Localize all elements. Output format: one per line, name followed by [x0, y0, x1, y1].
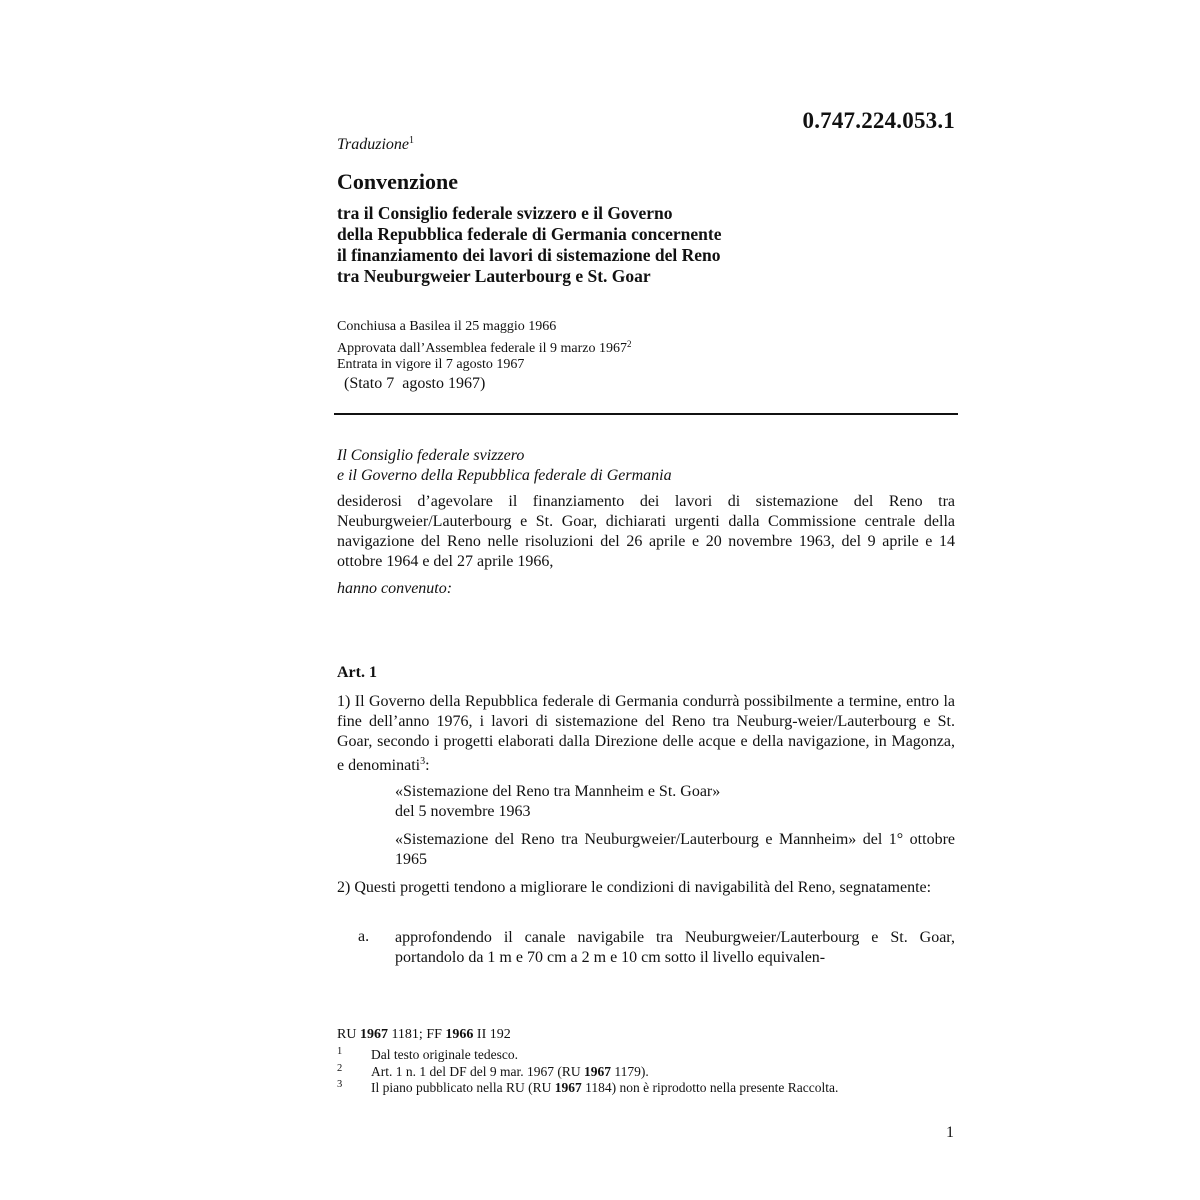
- footnote: [337, 1080, 838, 1097]
- publication-reference: RU 1967 1181; FF 1966 II 192: [337, 1027, 511, 1042]
- header-divider: [334, 413, 958, 415]
- in-force-date: Entrata in vigore il 7 agosto 1967: [337, 357, 525, 372]
- party-line: e il Governo della Repubblica federale di Germania: [337, 467, 672, 484]
- article-paragraph-2: 2) Questi progetti tendono a migliorare le condizioni di navigabilità del Reno, segnatamente:: [337, 879, 932, 896]
- subtitle-line: della Repubblica federale di Germania concernente: [337, 224, 722, 244]
- list-item-text: approfondendo il canale navigabile tra Neuburgweier/Lauterbourg e St. Goar, portandolo da 1 m e 70 cm a 2 m e 10 cm sotto il livello equivalen-: [395, 929, 955, 966]
- footnote-text: Dal testo originale tedesco.: [371, 1047, 518, 1062]
- party-line: Il Consiglio federale svizzero: [337, 447, 525, 464]
- convened-line: hanno convenuto:: [337, 580, 453, 597]
- footnote-ref-3[interactable]: 3: [420, 756, 426, 767]
- subtitle-line: tra Neuburgweier Lauterbourg e St. Goar: [337, 266, 651, 286]
- translation-label: [337, 135, 414, 154]
- footnote: [337, 1064, 838, 1081]
- project-quote-2: «Sistemazione del Reno tra Neuburgweier/Lauterbourg e Mannheim» del 1° ottobre 1965: [395, 831, 955, 868]
- page-number: 1: [946, 1124, 954, 1141]
- article-paragraph-1: 1) Il Governo della Repubblica federale di Germania condurrà possibilmente a termine, entro la fine dell’anno 1976, i lavori di sistemazione del Reno tra Neuburg-weier/Lauterbourg e St. Goar, secondo i progetti elaborati dalla Direzione delle acque e della navigazione, in Magonza, e denominati$^3$:: [337, 693, 955, 774]
- footnote-text: Art. 1 n. 1 del DF del 9 mar. 1967 (RU 1967 1179).: [371, 1063, 649, 1079]
- preamble-text: desiderosi d’agevolare il finanziamento dei lavori di sistemazione del Reno tra Neuburgweier/Lauterbourg e St. Goar, dichiarati urgenti dalla Commissione centrale della navigazione del Reno nelle risoluzioni del 26 aprile e 20 novembre 1963, del 9 aprile e 14 ottobre 1964 e del 27 aprile 1966,: [337, 493, 955, 570]
- document-subtitle: [337, 203, 837, 287]
- subtitle-line: tra il Consiglio federale svizzero e il Governo: [337, 203, 673, 223]
- footnote-ref-2[interactable]: 2: [627, 338, 632, 349]
- list-item-letter: a.: [358, 928, 370, 945]
- article-heading: Art. 1: [337, 664, 377, 681]
- translation-text: Traduzione: [337, 136, 410, 153]
- footnote-number: 1: [337, 1046, 343, 1057]
- footnotes: [337, 1047, 838, 1097]
- preamble-parties: [337, 446, 672, 486]
- project-quote-1: «Sistemazione del Reno tra Mannheim e St. Goar» del 5 novembre 1963: [395, 783, 721, 820]
- subtitle-line: il finanziamento dei lavori di sistemazione del Reno: [337, 245, 721, 265]
- footnote-number: 3: [337, 1079, 343, 1090]
- sr-number: 0.747.224.053.1: [802, 108, 955, 133]
- footnote-ref-1[interactable]: 1: [409, 135, 415, 146]
- approved-date: Approvata dall’Assemblea federale il 9 marzo 1967$^2$: [337, 338, 632, 356]
- document-metadata: [337, 319, 632, 374]
- concluded-date: Conchiusa a Basilea il 25 maggio 1966: [337, 319, 557, 334]
- document-title: Convenzione: [337, 169, 458, 194]
- footnote-number: 2: [337, 1062, 343, 1074]
- footnote-text: Il piano pubblicato nella RU (RU 1967 1184) non è riprodotto nella presente Raccolta.: [371, 1080, 839, 1095]
- footnote: [337, 1047, 838, 1064]
- status-date: (Stato 7 agosto 1967): [340, 375, 486, 392]
